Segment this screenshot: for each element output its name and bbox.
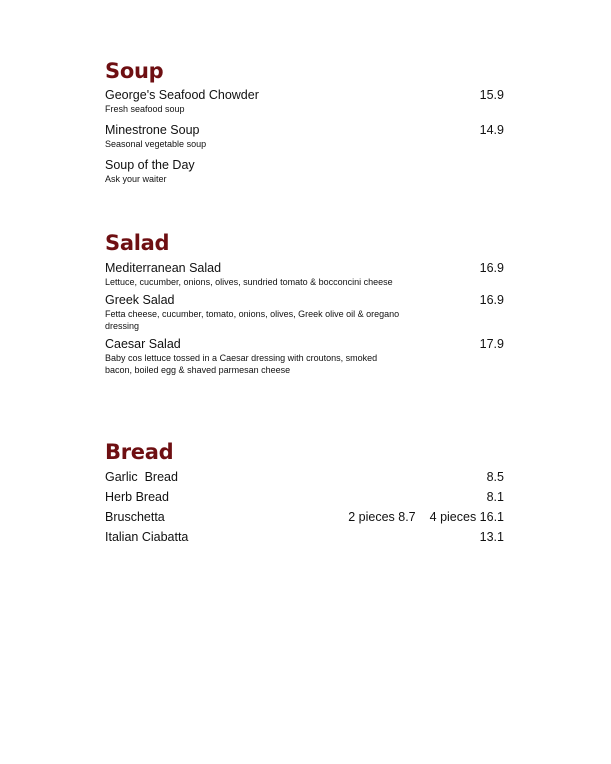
menu-item [105,510,504,525]
menu-item [105,530,504,545]
menu-item [105,293,504,332]
item-description: Ask your waiter [105,174,167,184]
item-description: Seasonal vegetable soup [105,139,207,149]
item-name: Greek Salad [105,293,175,307]
soup-section [105,58,504,193]
item-price: 8.1 [486,490,504,504]
item-price-4-pieces: 4 pieces 16.1 [429,510,504,524]
item-description: Baby cos lettuce tossed in a Caesar dressing with croutons, smoked bacon, boiled egg & shaved parmesan cheese [105,353,378,375]
menu-item [105,123,504,150]
item-name: Minestrone Soup [105,123,200,137]
item-name: George's Seafood Chowder [105,88,259,102]
item-name: Caesar Salad [105,337,181,351]
item-name: Bruschetta [105,510,165,524]
item-description: Fetta cheese, cucumber, tomato, onions, olives, Greek olive oil & oregano dressing [105,309,400,331]
menu-item [105,470,504,485]
menu-item [105,261,504,288]
item-name: Soup of the Day [105,158,195,172]
item-name: Mediterranean Salad [105,261,222,275]
soup-title: Soup [105,59,164,83]
item-price: 15.9 [479,88,504,102]
item-name: Italian Ciabatta [105,530,189,544]
menu-item [105,158,504,185]
item-price: 17.9 [479,337,504,351]
item-price: 8.5 [486,470,504,484]
item-price-group [348,510,504,525]
item-price: 14.9 [479,123,504,137]
item-name: Herb Bread [105,490,169,504]
salad-title: Salad [105,231,170,255]
item-price: 16.9 [479,293,504,307]
menu-item [105,337,504,376]
menu-item [105,88,504,115]
bread-title: Bread [105,440,174,464]
menu-item [105,490,504,505]
item-name: Garlic Bread [105,470,178,484]
salad-section [105,230,504,381]
item-price: 13.1 [479,530,504,544]
bread-section [105,439,504,550]
item-description: Fresh seafood soup [105,104,185,114]
item-description: Lettuce, cucumber, onions, olives, sundried tomato & bocconcini cheese [105,277,393,287]
item-price: 16.9 [479,261,504,275]
item-price-2-pieces: 2 pieces 8.7 [348,510,416,524]
